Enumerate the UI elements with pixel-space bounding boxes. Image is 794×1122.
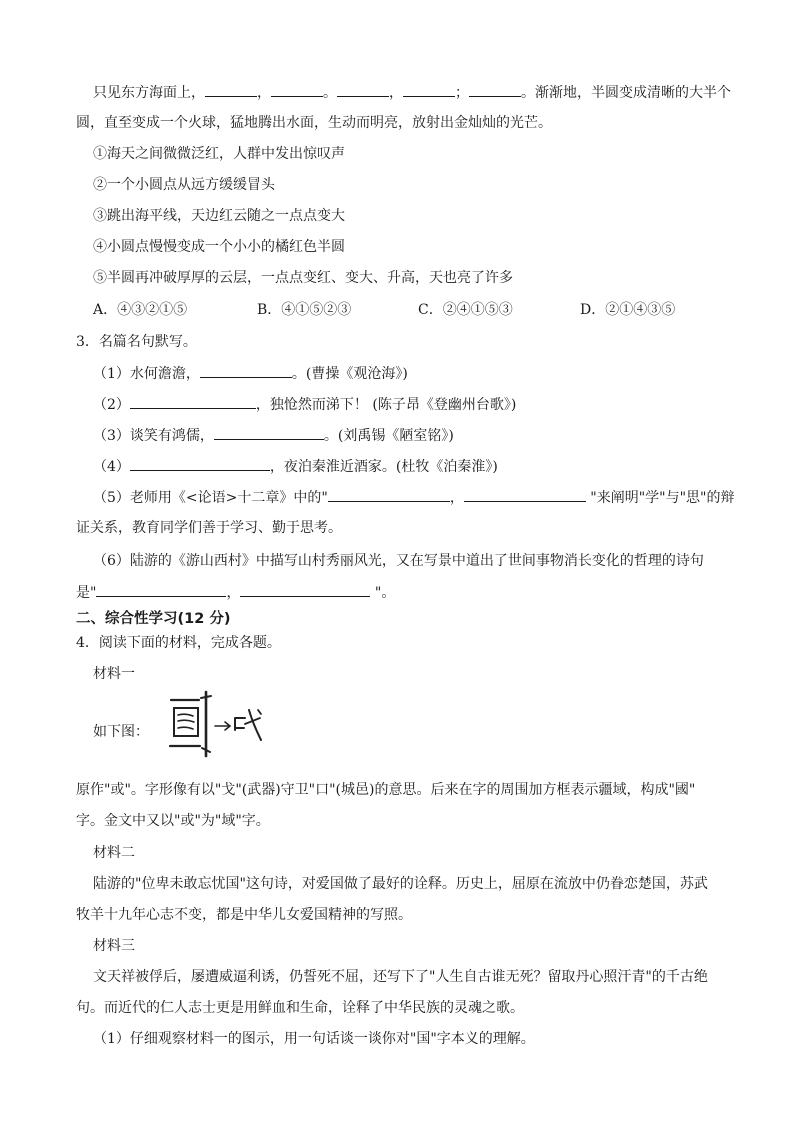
q3-s3-text: （3）谈笑有鸿儒， [93, 428, 214, 444]
answer-blank[interactable] [130, 394, 256, 409]
q4-title: 4．阅读下面的材料，完成各题。 [76, 635, 281, 651]
q2-intro-line [93, 82, 731, 103]
material-3-text: 文天祥被俘后，屡遭威逼利诱，仍誓死不屈，还写下了"人生自古谁无死？留取丹心照汗青"的千古绝 [93, 969, 708, 985]
q3-sentence-6: （6）陆游的《游山西村》中描写山村秀丽风光，又在写景中道出了世间事物消长变化的哲理的诗句 [93, 553, 704, 569]
q4-sub-question-1: （1）仔细观察材料一的图示，用一句话谈一谈你对"国"字本义的理解。 [93, 1031, 535, 1047]
material-1-label: 材料一 [93, 666, 135, 682]
option-b[interactable]: B．④①⑤②③ [257, 302, 352, 318]
punct: ， [226, 585, 241, 601]
q3-s6-end: "。 [370, 585, 396, 601]
answer-blank[interactable] [464, 487, 586, 502]
answer-blank[interactable] [96, 582, 226, 597]
q3-sentence-3 [93, 425, 454, 446]
option-c[interactable]: C．②④①⑤③ [418, 302, 513, 318]
q2-intro-text: 只见东方海面上， [93, 85, 205, 101]
material-3-text-cont: 句。而近代的仁人志士更是用鲜血和生命，诠释了中华民族的灵魂之歌。 [76, 1000, 524, 1016]
q3-s5-text-b: "来阐明"学"与"思"的辩 [585, 490, 735, 506]
guo-glyph-figure [165, 688, 265, 758]
answer-blank[interactable] [403, 82, 455, 97]
q2-item: ③跳出海平线，天边红云随之一点点变大 [93, 208, 345, 224]
answer-blank[interactable] [271, 82, 323, 97]
q3-s4-text: ，夜泊秦淮近酒家。(杜牧《泊秦淮》) [269, 459, 498, 475]
answer-blank[interactable] [214, 425, 324, 440]
material-1-text-cont: 字。金文中又以"或"为"域"字。 [76, 813, 270, 829]
option-a[interactable]: A．④③②①⑤ [93, 302, 188, 318]
q3-sentence-4 [93, 456, 498, 477]
q3-sentence-5-cont: 证关系，教育同学们善于学习、勤于思考。 [76, 520, 342, 536]
option-d[interactable]: D．②①④③⑤ [580, 302, 676, 318]
punct: ， [449, 490, 464, 506]
section-heading: 二、综合性学习(12 分) [76, 611, 231, 627]
q2-item: ②一个小圆点从远方缓缓冒头 [93, 177, 275, 193]
q3-sentence-5 [93, 487, 734, 508]
answer-blank[interactable] [469, 82, 521, 97]
q2-item: ①海天之间微微泛红，人群中发出惊叹声 [93, 146, 345, 162]
q3-s2-text: ，独怆然而涕下！ (陈子昂《登幽州台歌》) [255, 397, 517, 413]
q3-s1-source: 。(曹操《观沧海》) [291, 366, 408, 382]
answer-blank[interactable] [130, 456, 270, 471]
answer-blank[interactable] [240, 582, 370, 597]
q3-title: 3．名篇名句默写。 [76, 334, 197, 350]
material-2-text-cont: 牧羊十九年心志不变，都是中华儿女爱国精神的写照。 [76, 907, 412, 923]
q3-s3-source: 。(刘禹锡《陋室铭》) [323, 428, 454, 444]
punct: ， [389, 85, 403, 101]
answer-blank[interactable] [328, 487, 450, 502]
answer-blank[interactable] [337, 82, 389, 97]
q3-s2-num: （2） [93, 397, 130, 413]
q2-item: ⑤半圆再冲破厚厚的云层，一点点变红、变大、升高，天也亮了许多 [93, 270, 513, 286]
q3-s1-text: （1）水何澹澹， [93, 366, 200, 382]
answer-blank[interactable] [200, 363, 292, 378]
material-3-label: 材料三 [93, 938, 135, 954]
q3-sentence-1 [93, 363, 408, 384]
material-2-label: 材料二 [93, 845, 135, 861]
punct: ， [257, 85, 271, 101]
q3-sentence-2 [93, 394, 516, 415]
q3-s6-text: 是" [76, 585, 97, 601]
q3-s4-num: （4） [93, 459, 130, 475]
q2-item: ④小圆点慢慢变成一个小小的橘红色半圆 [93, 239, 345, 255]
q2-intro-line2: 圆，直至变成一个火球，猛地腾出水面，生动而明亮，放射出金灿灿的光芒。 [76, 115, 552, 131]
punct: ； [455, 85, 469, 101]
material-1-text: 原作"或"。字形像有以"戈"(武器)守卫"口"(城邑)的意思。后来在字的周围加方框表示疆域，构成"國" [76, 782, 696, 798]
answer-blank[interactable] [205, 82, 257, 97]
punct: 。 [323, 85, 337, 101]
material-1-figure-label: 如下图： [93, 724, 149, 740]
material-2-text: 陆游的"位卑未敢忘忧国"这句诗，对爱国做了最好的诠释。历史上，屈原在流放中仍眷恋楚国，苏武 [93, 876, 708, 892]
q3-sentence-6-cont [76, 582, 395, 603]
q3-s5-text: （5）老师用《<论语>十二章》中的" [93, 490, 328, 506]
q2-intro-text-b: 。渐渐地，半圆变成清晰的大半个 [521, 85, 731, 101]
